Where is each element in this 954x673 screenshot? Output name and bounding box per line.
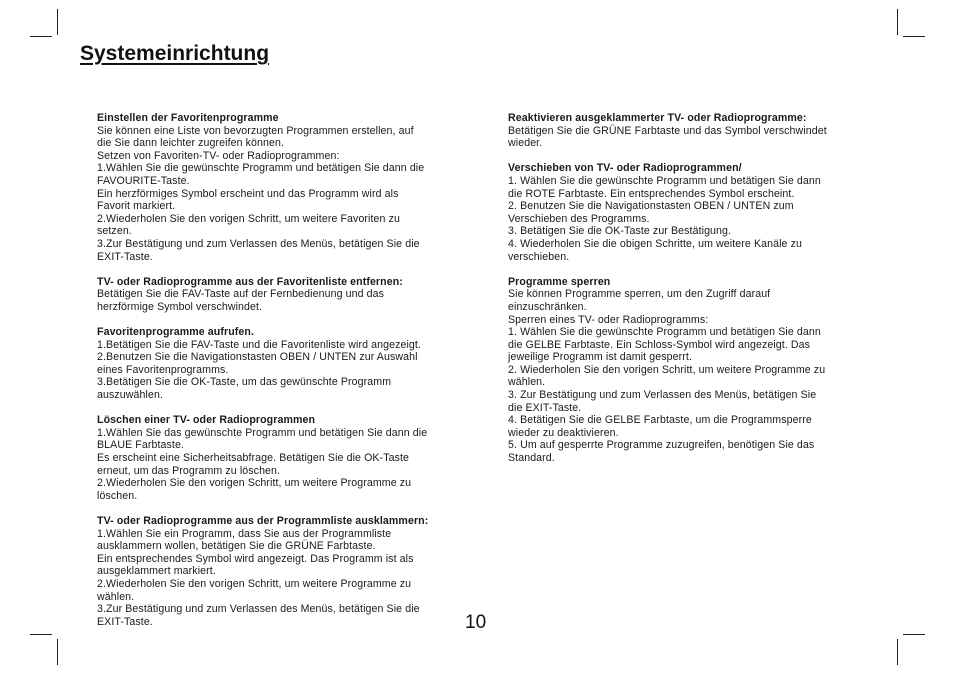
body-text-line: 3. Zur Bestätigung und zum Verlassen des Menüs, betätigen Sie — [508, 389, 817, 402]
instruction-section — [97, 276, 473, 314]
body-text-line: jeweilige Programm ist damit gesperrt. — [508, 351, 692, 364]
body-text-line: 2.Wiederholen Sie den vorigen Schritt, um weitere Programme zu — [97, 477, 412, 490]
instruction-section — [508, 112, 873, 150]
body-text-line: 3.Zur Bestätigung und zum Verlassen des Menüs, betätigen Sie die — [97, 237, 420, 250]
crop-mark — [57, 9, 58, 35]
body-text-line: 1. Wählen Sie die gewünschte Programm und betätigen Sie dann — [508, 174, 821, 187]
body-text-line: 2. Wiederholen Sie den vorigen Schritt, um weitere Programme zu — [508, 363, 826, 376]
body-text-line: herzförmige Symbol verschwindet. — [97, 300, 263, 313]
crop-mark — [903, 36, 925, 37]
instruction-section — [97, 414, 473, 502]
section-heading: Favoritenprogramme aufrufen. — [97, 326, 255, 339]
body-text-line: Betätigen Sie die FAV-Taste auf der Fernbedienung und das — [97, 288, 385, 301]
crop-mark — [30, 36, 52, 37]
body-text-line: Setzen von Favoriten-TV- oder Radioprogrammen: — [97, 149, 340, 162]
body-text-line: FAVOURITE-Taste. — [97, 174, 190, 187]
body-text-line: 2.Benutzen Sie die Navigationstasten OBEN / UNTEN zur Auswahl — [97, 351, 418, 364]
body-text-line: Favorit markiert. — [97, 200, 176, 213]
instruction-section — [97, 515, 473, 628]
crop-mark — [30, 634, 52, 635]
body-text-line: 3. Betätigen Sie die OK-Taste zur Bestätigung. — [508, 225, 732, 238]
instruction-section — [97, 112, 473, 263]
body-text-line: 1. Wählen Sie die gewünschte Programm und betätigen Sie dann — [508, 326, 821, 339]
body-text-line: Betätigen Sie die GRÜNE Farbtaste und das Symbol verschwindet — [508, 124, 827, 137]
body-text-line: EXIT-Taste. — [97, 615, 153, 628]
body-text-line: wählen. — [97, 590, 135, 603]
body-text-line: 2. Benutzen Sie die Navigationstasten OBEN / UNTEN zum — [508, 200, 794, 213]
body-text-line: wieder. — [508, 137, 543, 150]
body-text-line: 1.Betätigen Sie die FAV-Taste und die Favoritenliste wird angezeigt. — [97, 338, 422, 351]
body-text-line: setzen. — [97, 225, 132, 238]
body-text-line: die GELBE Farbtaste. Ein Schloss-Symbol wird angezeigt. Das — [508, 338, 811, 351]
left-column — [97, 112, 473, 641]
body-text-line: 1.Wählen Sie ein Programm, dass Sie aus der Programmliste — [97, 527, 392, 540]
body-text-line: Sie können Programme sperren, um den Zugriff darauf — [508, 288, 771, 301]
body-text-line: wieder zu deaktivieren. — [508, 426, 619, 439]
body-text-line: EXIT-Taste. — [97, 250, 153, 263]
body-text-line: 1.Wählen Sie die gewünschte Programm und betätigen Sie dann die — [97, 162, 425, 175]
body-text-line: BLAUE Farbtaste. — [97, 439, 184, 452]
instruction-section — [97, 326, 473, 402]
body-text-line: 2.Wiederholen Sie den vorigen Schritt, um weitere Programme zu — [97, 577, 412, 590]
body-text-line: die Sie dann leichter zugreifen können. — [97, 137, 285, 150]
body-text-line: Ein herzförmiges Symbol erscheint und das Programm wird als — [97, 187, 399, 200]
body-text-line: 4. Wiederholen Sie die obigen Schritte, um weitere Kanäle zu — [508, 237, 802, 250]
body-text-line: erneut, um das Programm zu löschen. — [97, 464, 281, 477]
crop-mark — [897, 639, 898, 665]
body-text-line: 3.Betätigen Sie die OK-Taste, um das gewünschte Programm — [97, 376, 392, 389]
body-text-line: 4. Betätigen Sie die GELBE Farbtaste, um die Programmsperre — [508, 414, 812, 427]
instruction-section — [508, 276, 873, 465]
page-title: Systemeinrichtung — [80, 42, 270, 65]
crop-mark — [897, 9, 898, 35]
body-text-line: auszuwählen. — [97, 389, 163, 402]
body-text-line: Ein entsprechendes Symbol wird angezeigt. Das Programm ist als — [97, 552, 414, 565]
body-text-line: Sperren eines TV- oder Radioprogramms: — [508, 313, 709, 326]
page-number: 10 — [465, 612, 487, 633]
body-text-line: wählen. — [508, 376, 546, 389]
body-text-line: 2.Wiederholen Sie den vorigen Schritt, um weitere Favoriten zu — [97, 212, 400, 225]
section-heading: Verschieben von TV- oder Radioprogrammen/ — [508, 162, 742, 175]
body-text-line: Standard. — [508, 452, 555, 465]
section-heading: Reaktivieren ausgeklammerter TV- oder Radioprogramme: — [508, 112, 807, 124]
body-text-line: Verschieben des Programms. — [508, 212, 650, 225]
section-heading: Löschen einer TV- oder Radioprogrammen — [97, 414, 316, 427]
section-heading: TV- oder Radioprogramme aus der Programmliste ausklammern: — [97, 515, 429, 527]
body-text-line: löschen. — [97, 489, 138, 502]
section-heading: TV- oder Radioprogramme aus der Favoritenliste entfernen: — [97, 275, 403, 288]
body-text-line: 1.Wählen Sie das gewünschte Programm und betätigen Sie dann die — [97, 426, 428, 439]
body-text-line: 3.Zur Bestätigung und zum Verlassen des Menüs, betätigen Sie die — [97, 603, 420, 616]
body-text-line: Sie können eine Liste von bevorzugten Programmen erstellen, auf — [97, 124, 414, 137]
body-text-line: Es erscheint eine Sicherheitsabfrage. Betätigen Sie die OK-Taste — [97, 452, 410, 465]
body-text-line: ausgeklammert markiert. — [97, 565, 216, 578]
crop-mark — [903, 634, 925, 635]
body-text-line: die EXIT-Taste. — [508, 401, 582, 414]
body-text-line: eines Favoritenprogramms. — [97, 363, 229, 376]
right-column — [508, 112, 873, 477]
body-text-line: einzuschränken. — [508, 300, 587, 313]
body-text-line: ausklammern wollen, betätigen Sie die GRÜNE Farbtaste. — [97, 540, 376, 553]
body-text-line: 5. Um auf gesperrte Programme zuzugreifen, benötigen Sie das — [508, 439, 815, 452]
instruction-section — [508, 162, 873, 263]
section-heading: Programme sperren — [508, 275, 611, 288]
crop-mark — [57, 639, 58, 665]
section-heading: Einstellen der Favoritenprogramme — [97, 112, 279, 124]
body-text-line: die ROTE Farbtaste. Ein entsprechendes Symbol erscheint. — [508, 187, 795, 200]
body-text-line: verschieben. — [508, 250, 570, 263]
